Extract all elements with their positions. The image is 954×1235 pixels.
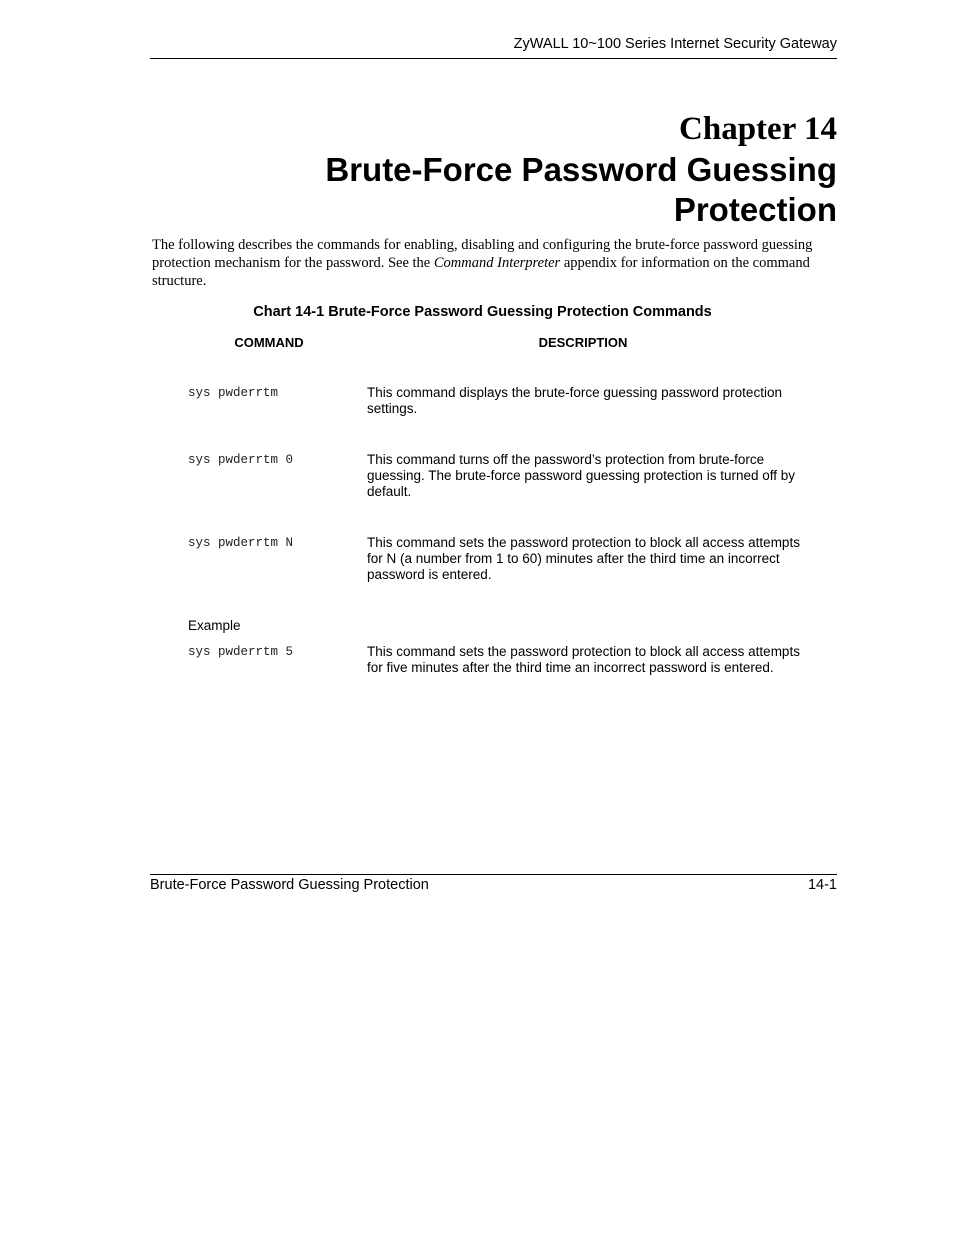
chapter-title-line-2: Protection — [673, 191, 837, 228]
example-command-cell: sys pwderrtm 5 — [188, 645, 294, 659]
command-cell: sys pwderrtm N — [188, 536, 294, 550]
command-cell: sys pwderrtm 0 — [188, 453, 294, 467]
intro-paragraph — [152, 236, 837, 290]
chapter-title-line-1: Brute-Force Password Guessing — [325, 151, 837, 188]
command-cell: sys pwderrtm — [188, 386, 279, 400]
footer-section-title: Brute-Force Password Guessing Protection — [150, 877, 429, 893]
chapter-heading — [150, 108, 837, 230]
description-column-header: DESCRIPTION — [538, 335, 628, 350]
description-cell: This command sets the password protection to block all access attempts for N (a number from 1 to 60) minutes after the third time an incorrect password is entered. — [367, 535, 800, 582]
page-number: 14-1 — [807, 877, 837, 893]
intro-reference: Command Interpreter — [433, 255, 561, 271]
example-description-cell: This command sets the password protection to block all access attempts for five minutes after the third time an incorrect password is entered. — [367, 644, 800, 675]
product-title: ZyWALL 10~100 Series Internet Security Gateway — [513, 36, 837, 52]
example-label: Example — [188, 618, 241, 633]
table-caption: Chart 14-1 Brute-Force Password Guessing Protection Commands — [253, 304, 712, 320]
page-footer — [150, 874, 837, 896]
page-header — [150, 36, 837, 59]
command-column-header: COMMAND — [234, 335, 304, 350]
description-cell: This command turns off the password’s protection from brute-force guessing. The brute-force password guessing protection is turned off by default. — [367, 452, 795, 499]
intro-text-start: The following describes the commands for enabling, disabling and configuring the brute-force password guessing protection mechanism for the password. See the — [152, 237, 813, 271]
intro-text-end: appendix for information on the command structure. — [152, 255, 810, 289]
description-cell: This command displays the brute-force guessing password protection settings. — [367, 385, 782, 416]
chapter-number: Chapter 14 — [679, 111, 837, 147]
